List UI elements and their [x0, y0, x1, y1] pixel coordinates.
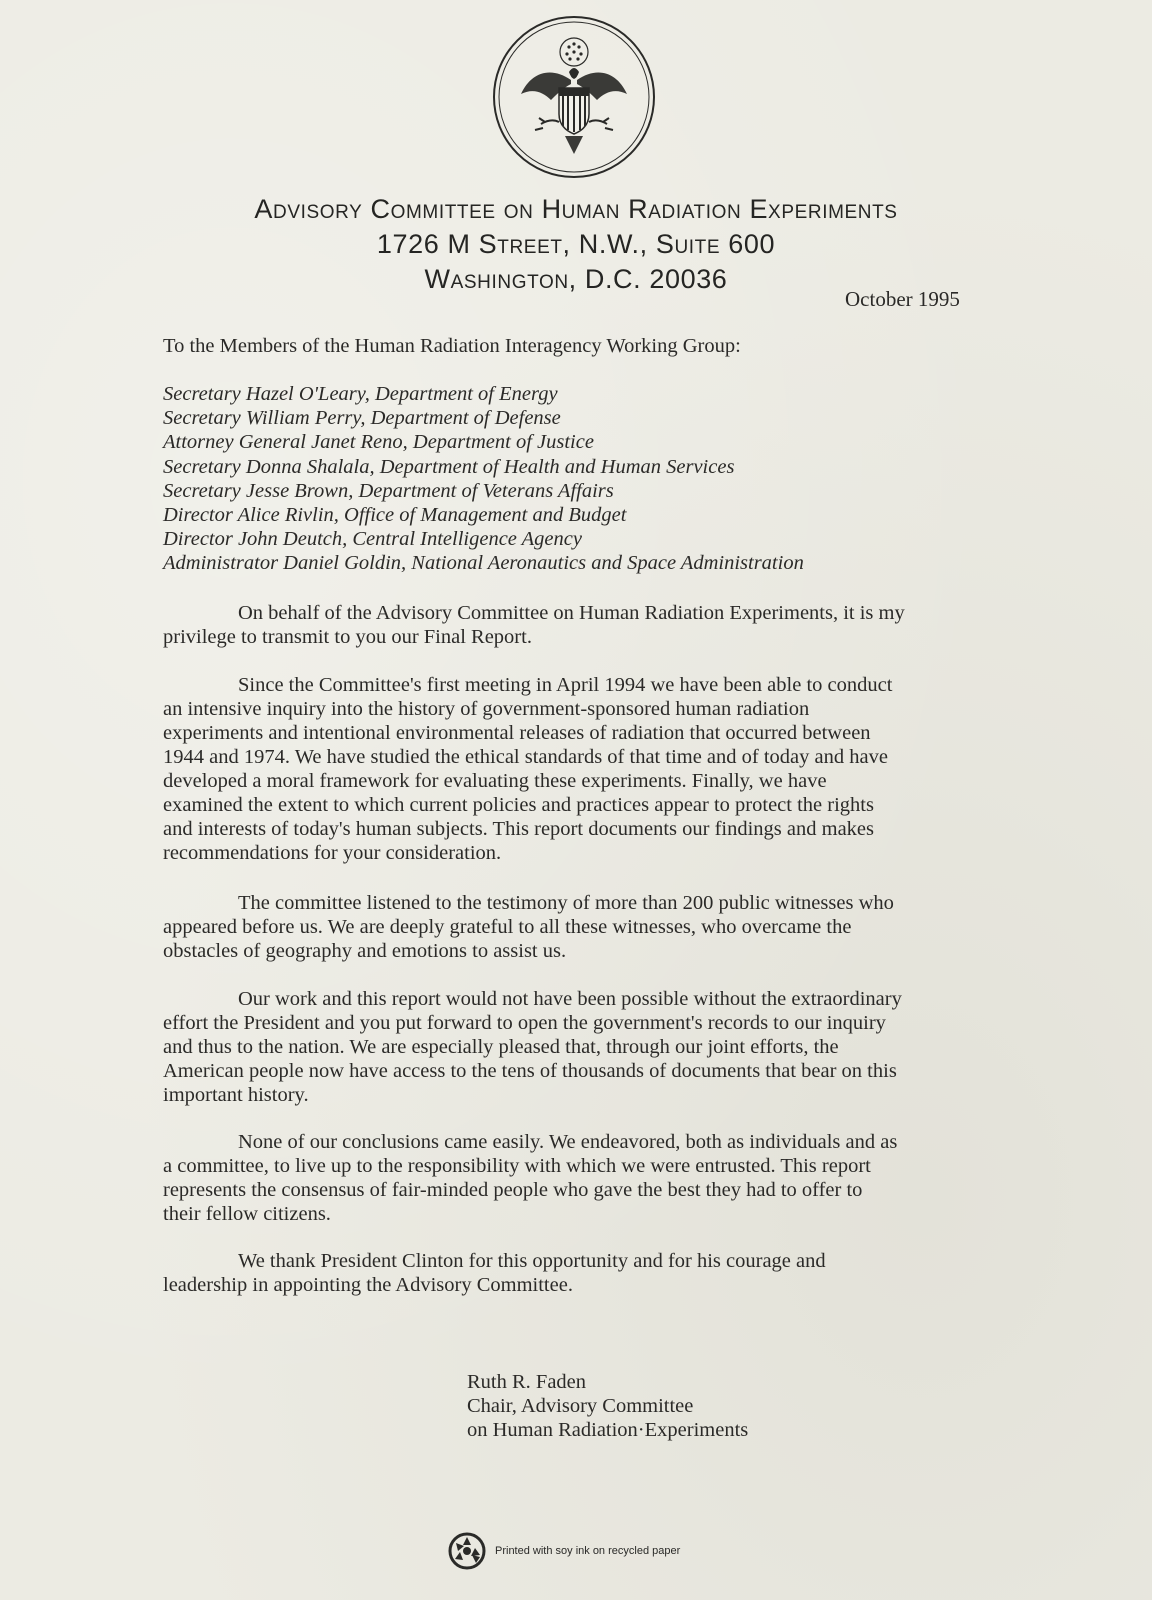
- letterhead-committee-name: Advisory Committee on Human Radiation Experiments: [254, 194, 898, 224]
- paragraph-line: experiments and intentional environmental releases of radiation that occurred between: [163, 722, 871, 744]
- recipient-item: Director John Deutch, Central Intelligence Agency: [163, 528, 582, 551]
- body-paragraph-6: [163, 1249, 1003, 1297]
- paragraph-line: a committee, to live up to the responsibility with which we were entrusted. This report: [163, 1155, 871, 1177]
- recipient-list: [163, 382, 804, 576]
- paragraph-line: represents the consensus of fair-minded people who gave the best they had to offer to: [163, 1179, 863, 1201]
- body-paragraph-2: [163, 673, 1003, 865]
- recipient-item: Administrator Daniel Goldin, National Aeronautics and Space Administration: [163, 552, 804, 575]
- paragraph-line: The committee listened to the testimony of more than 200 public witnesses who: [238, 892, 894, 914]
- paragraph-line: effort the President and you put forward to open the government's records to our inquiry: [163, 1012, 886, 1034]
- signer-title-line-1: Chair, Advisory Committee: [467, 1395, 694, 1417]
- body-paragraph-5: [163, 1130, 1003, 1226]
- letter-date: October 1995: [845, 287, 960, 311]
- paragraph-line: On behalf of the Advisory Committee on Human Radiation Experiments, it is my: [238, 602, 905, 624]
- recipient-item: Secretary Jesse Brown, Department of Veterans Affairs: [163, 479, 614, 502]
- recipient-item: Director Alice Rivlin, Office of Management and Budget: [163, 504, 627, 527]
- great-seal-icon: [491, 14, 657, 180]
- paragraph-line: We thank President Clinton for this opportunity and for his courage and: [238, 1250, 826, 1272]
- footer-printing-note: [447, 1531, 680, 1571]
- paragraph-line: leadership in appointing the Advisory Committee.: [163, 1274, 573, 1296]
- paragraph-line: None of our conclusions came easily. We endeavored, both as individuals and as: [238, 1131, 898, 1153]
- body-paragraph-1: [163, 601, 1003, 649]
- signer-title-line-2: on Human Radiation·Experiments: [467, 1419, 749, 1441]
- paragraph-line: Since the Committee's first meeting in April 1994 we have been able to conduct: [238, 674, 893, 696]
- paragraph-line: appeared before us. We are deeply grateful to all these witnesses, who overcame the: [163, 916, 852, 938]
- recipient-item: Attorney General Janet Reno, Department of Justice: [163, 431, 594, 454]
- letterhead-street-address: 1726 M Street, N.W., Suite 600: [376, 229, 776, 259]
- recipient-item: Secretary Hazel O'Leary, Department of Energy: [163, 383, 558, 405]
- signer-name: Ruth R. Faden: [467, 1371, 587, 1393]
- recipient-item: Secretary Donna Shalala, Department of Health and Human Services: [163, 455, 735, 478]
- paragraph-line: important history.: [163, 1084, 309, 1106]
- paragraph-line: and thus to the nation. We are especially pleased that, through our joint efforts, the: [163, 1036, 839, 1058]
- signature-block: [467, 1370, 748, 1442]
- paragraph-line: and interests of today's human subjects. This report documents our findings and makes: [163, 818, 875, 840]
- paragraph-line: examined the extent to which current policies and practices appear to protect the rights: [163, 794, 874, 816]
- paragraph-line: an intensive inquiry into the history of government-sponsored human radiation: [163, 698, 810, 720]
- paragraph-line: American people now have access to the tens of thousands of documents that bear on this: [163, 1060, 897, 1082]
- body-paragraph-4: [163, 987, 1003, 1107]
- salutation: To the Members of the Human Radiation Interagency Working Group:: [163, 335, 741, 357]
- paragraph-line: recommendations for your consideration.: [163, 842, 502, 864]
- recipient-item: Secretary William Perry, Department of Defense: [163, 407, 561, 430]
- paragraph-line: obstacles of geography and emotions to assist us.: [163, 940, 567, 962]
- soy-ink-recycle-icon: [447, 1531, 487, 1571]
- body-paragraph-3: [163, 891, 1003, 963]
- footer-text: Printed with soy ink on recycled paper: [495, 1545, 681, 1557]
- letterhead-city-zip: Washington, D.C. 20036: [424, 264, 728, 294]
- paragraph-line: Our work and this report would not have been possible without the extraordinary: [238, 988, 902, 1010]
- paragraph-line: their fellow citizens.: [163, 1203, 331, 1225]
- paragraph-line: privilege to transmit to you our Final Report.: [163, 626, 532, 648]
- paragraph-line: 1944 and 1974. We have studied the ethical standards of that time and of today and have: [163, 746, 888, 768]
- paragraph-line: developed a moral framework for evaluating these experiments. Finally, we have: [163, 770, 827, 792]
